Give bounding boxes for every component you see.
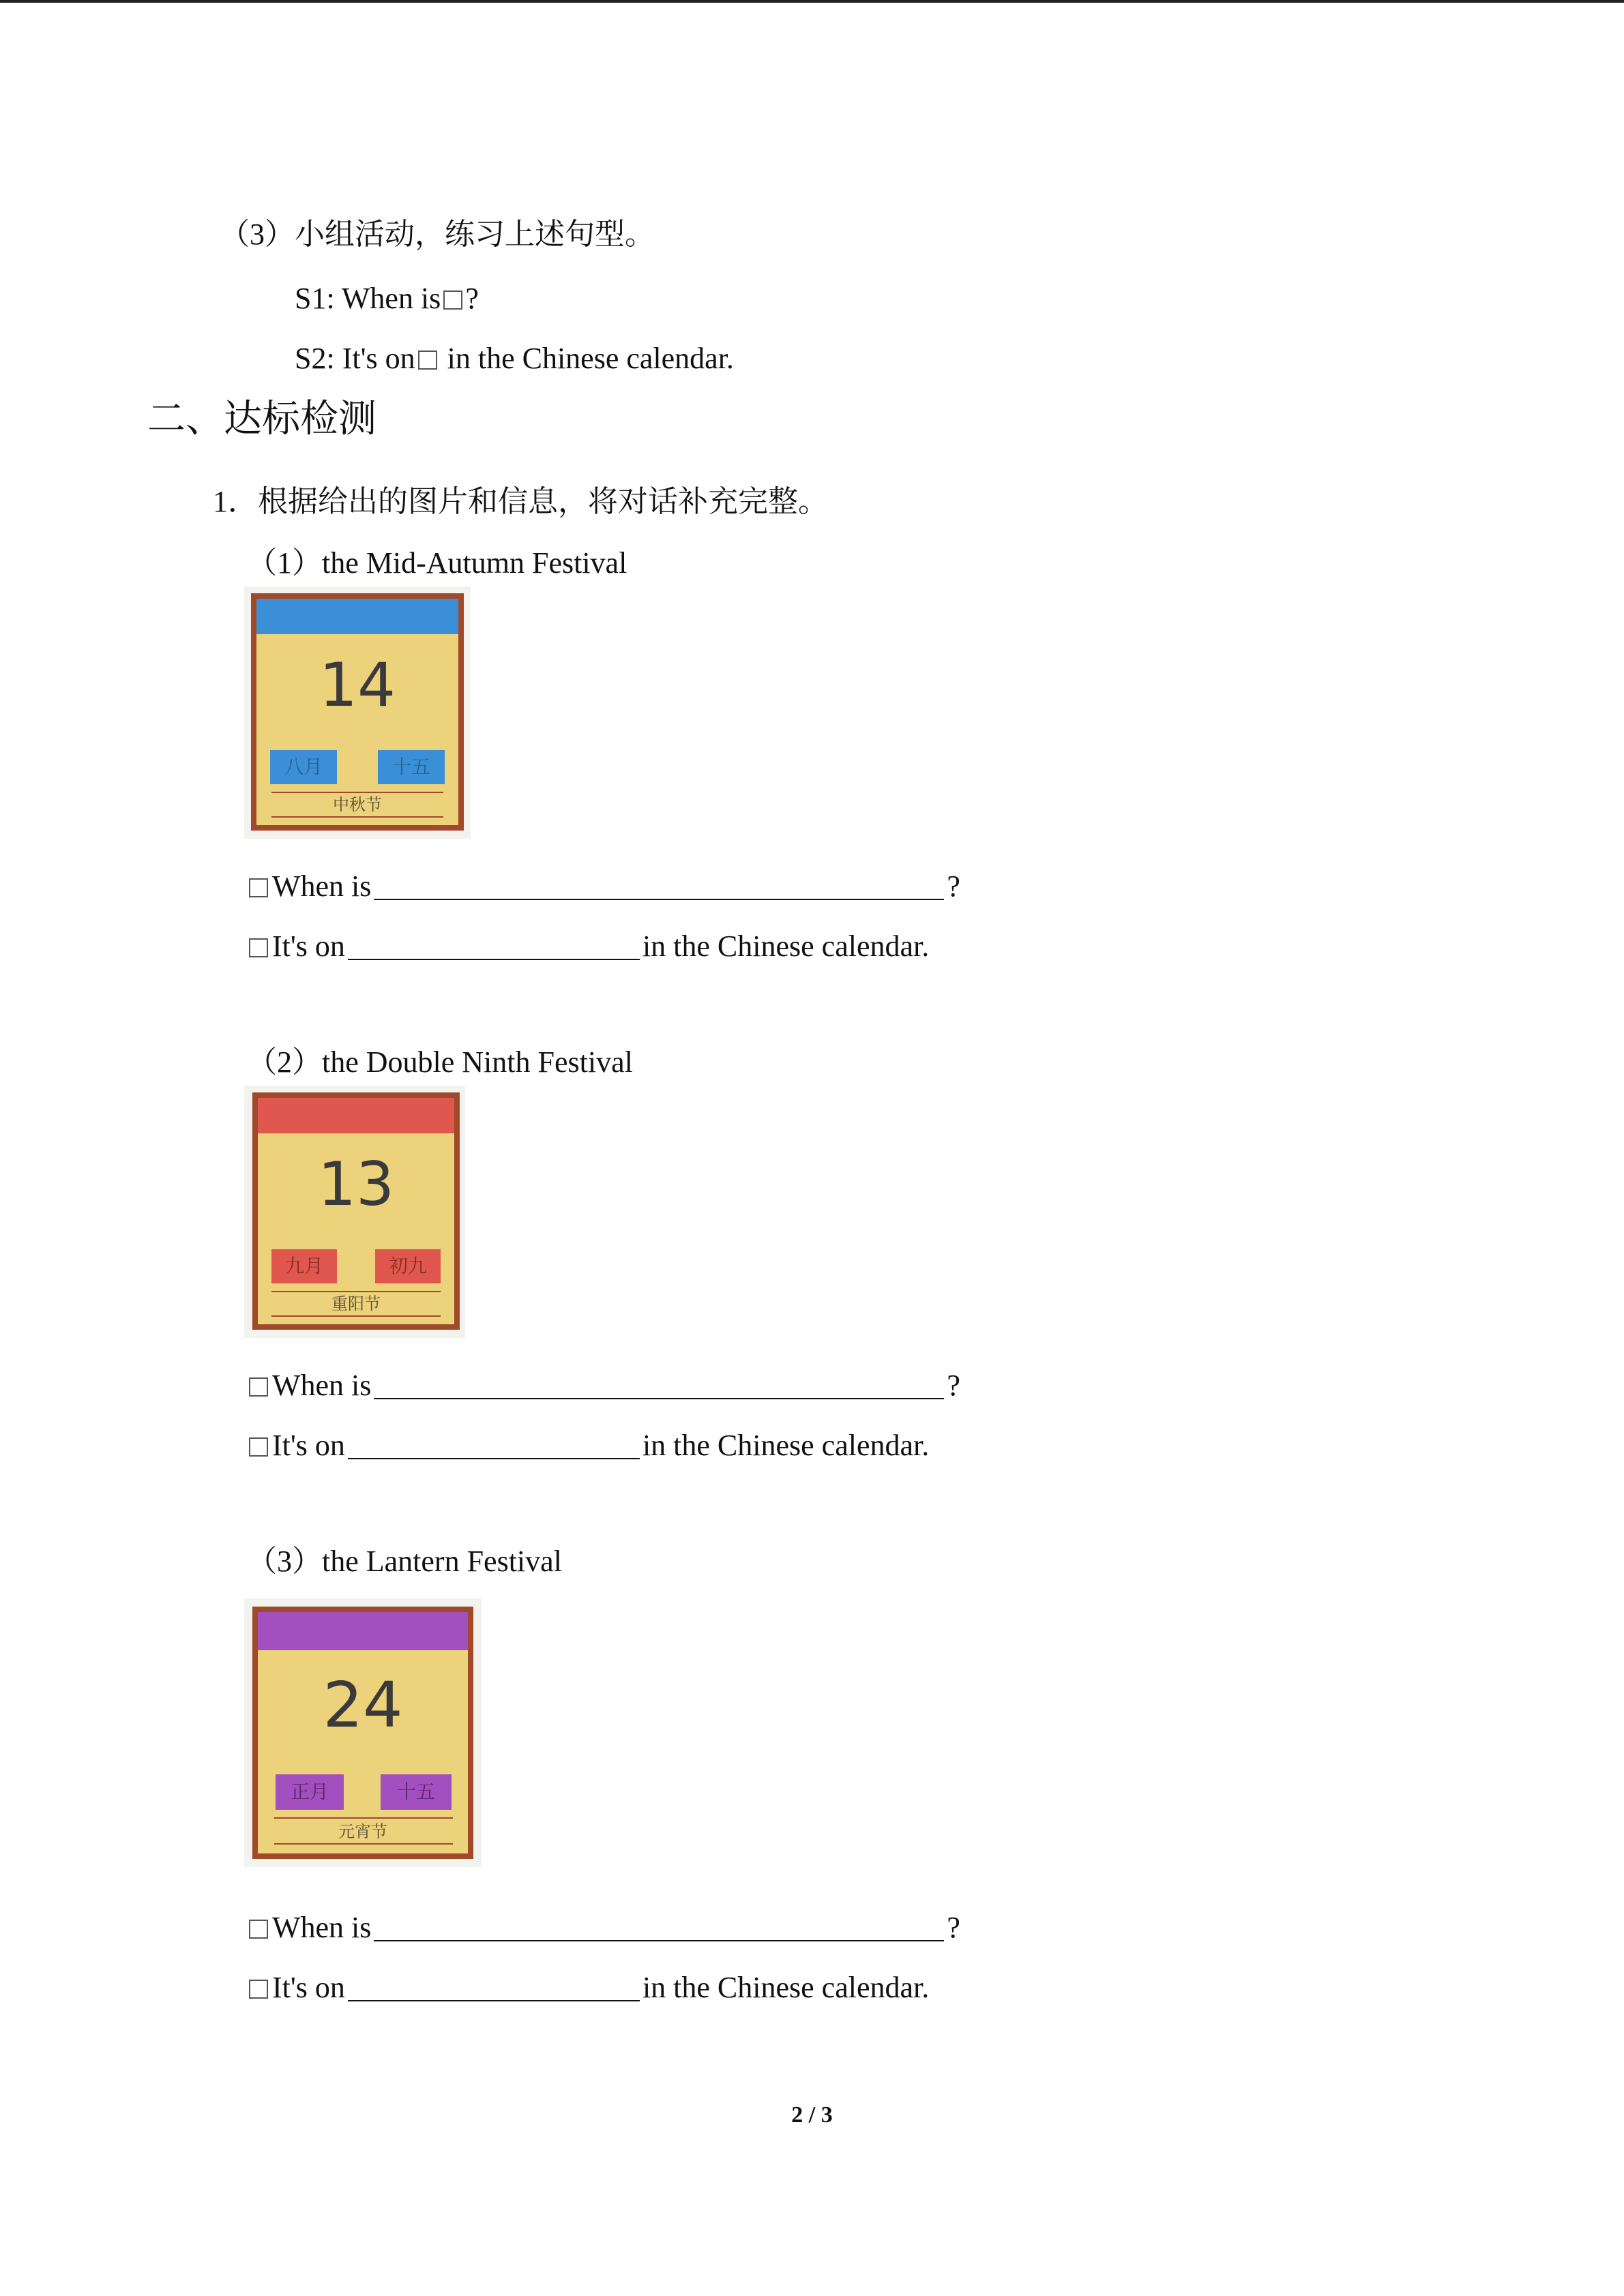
calendar-card-double-ninth bbox=[244, 1086, 465, 1338]
when-is-text: When is bbox=[272, 1369, 372, 1402]
answer-blank-when-1[interactable] bbox=[374, 874, 944, 900]
its-on-text: It's on bbox=[272, 1429, 345, 1462]
question-mark: ? bbox=[947, 1369, 960, 1402]
activity-3-title: （3）小组活动，练习上述句型。 bbox=[220, 218, 655, 251]
blank-square-icon bbox=[418, 351, 437, 370]
its-on-text: It's on bbox=[272, 929, 345, 963]
top-border-line bbox=[0, 0, 1624, 3]
card-month-label: 正月 bbox=[290, 1780, 329, 1803]
its-on-suffix: in the Chinese calendar. bbox=[642, 929, 930, 963]
question-when-3 bbox=[249, 1913, 960, 1943]
answer-blank-date-2[interactable] bbox=[348, 1433, 640, 1459]
card-festival-name: 重阳节 bbox=[331, 1294, 381, 1313]
s2-prefix: S2: It's on bbox=[295, 342, 415, 375]
answer-blank-date-3[interactable] bbox=[348, 1976, 640, 2001]
card-lunar-day-label: 十五 bbox=[396, 1780, 436, 1803]
answer-blank-when-2[interactable] bbox=[374, 1373, 944, 1399]
activity-3-s2 bbox=[295, 344, 734, 374]
calendar-card-lantern bbox=[244, 1598, 482, 1867]
blank-square-icon bbox=[249, 1377, 268, 1397]
blank-square-icon bbox=[249, 1437, 268, 1457]
s1-suffix: ? bbox=[465, 282, 479, 315]
question-when-2 bbox=[249, 1371, 960, 1401]
card-month-label: 九月 bbox=[284, 1255, 324, 1277]
card-header-band bbox=[258, 1612, 468, 1650]
card-festival-name: 元宵节 bbox=[338, 1822, 387, 1841]
blank-square-icon bbox=[249, 938, 268, 957]
answer-its-on-2 bbox=[249, 1431, 929, 1461]
blank-square-icon bbox=[249, 1980, 268, 1999]
card-festival-name: 中秋节 bbox=[333, 795, 382, 814]
card-header-band bbox=[258, 1098, 454, 1133]
question-mark: ? bbox=[947, 869, 960, 903]
when-is-text: When is bbox=[272, 869, 372, 903]
answer-its-on-3 bbox=[249, 1973, 929, 2003]
its-on-suffix: in the Chinese calendar. bbox=[642, 1429, 930, 1462]
festival-label-2: （2）the Double Ninth Festival bbox=[247, 1045, 633, 1079]
task-1-title: 1．根据给出的图片和信息，将对话补充完整。 bbox=[213, 485, 828, 518]
blank-square-icon bbox=[249, 1920, 268, 1939]
s1-prefix: S1: When is bbox=[295, 282, 441, 315]
page-number: 2 / 3 bbox=[791, 2102, 833, 2128]
question-when-1 bbox=[249, 871, 960, 901]
calendar-page-icon bbox=[244, 586, 471, 839]
its-on-text: It's on bbox=[272, 1971, 345, 2004]
card-day-number: 14 bbox=[319, 650, 396, 720]
question-mark: ? bbox=[947, 1911, 960, 1944]
answer-its-on-1 bbox=[249, 931, 929, 961]
its-on-suffix: in the Chinese calendar. bbox=[642, 1971, 930, 2004]
festival-label-3: （3）the Lantern Festival bbox=[247, 1545, 562, 1578]
card-month-label: 八月 bbox=[284, 756, 323, 778]
calendar-card-mid-autumn bbox=[244, 586, 471, 839]
s2-suffix: in the Chinese calendar. bbox=[439, 342, 734, 375]
card-header-band bbox=[256, 599, 458, 634]
card-day-number: 24 bbox=[323, 1669, 403, 1742]
activity-3-s1 bbox=[295, 284, 479, 314]
answer-blank-date-1[interactable] bbox=[348, 934, 640, 960]
answer-blank-when-3[interactable] bbox=[374, 1915, 944, 1941]
calendar-page-icon bbox=[244, 1086, 465, 1338]
calendar-page-icon bbox=[244, 1598, 482, 1867]
card-day-number: 13 bbox=[318, 1149, 394, 1219]
blank-square-icon bbox=[249, 878, 268, 897]
blank-square-icon bbox=[443, 290, 462, 310]
festival-label-1: （1）the Mid-Autumn Festival bbox=[247, 546, 628, 580]
card-lunar-day-label: 初九 bbox=[388, 1255, 428, 1277]
when-is-text: When is bbox=[272, 1911, 372, 1944]
card-lunar-day-label: 十五 bbox=[392, 756, 431, 778]
section-2-title: 二、达标检测 bbox=[147, 398, 377, 441]
